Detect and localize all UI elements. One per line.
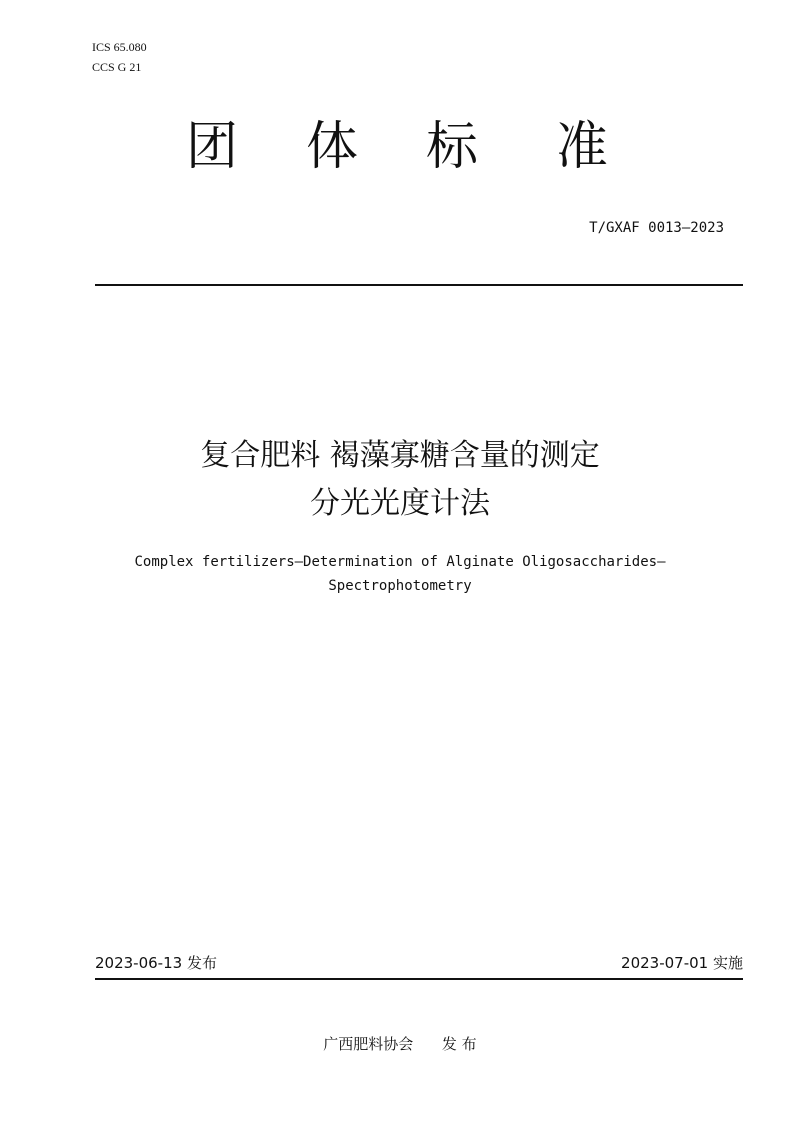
ics-code: ICS 65.080	[92, 40, 147, 54]
top-divider	[95, 284, 743, 286]
standard-number: T/GXAF 0013—2023	[589, 220, 724, 236]
standard-type-title	[0, 112, 800, 182]
bottom-divider	[95, 978, 743, 980]
standard-type-char: 团	[185, 117, 238, 177]
implementation-date: 2023-07-01 实施	[621, 954, 743, 972]
standard-type-char: 体	[305, 117, 358, 177]
standard-type-char: 标	[425, 117, 478, 177]
chinese-title-line-2: 分光光度计法	[310, 486, 490, 521]
chinese-title-line-1: 复合肥料 褐藻寡糖含量的测定	[200, 438, 600, 473]
publisher: 广西肥料协会 发 布	[323, 1035, 477, 1053]
ccs-code: CCS G 21	[92, 60, 142, 74]
standard-type-char: 准	[555, 117, 608, 177]
english-title-line-2: Spectrophotometry	[328, 578, 472, 594]
issue-date: 2023-06-13 发布	[95, 954, 217, 972]
english-title-line-1: Complex fertilizers—Determination of Alginate Oligosaccharides—	[134, 554, 666, 570]
